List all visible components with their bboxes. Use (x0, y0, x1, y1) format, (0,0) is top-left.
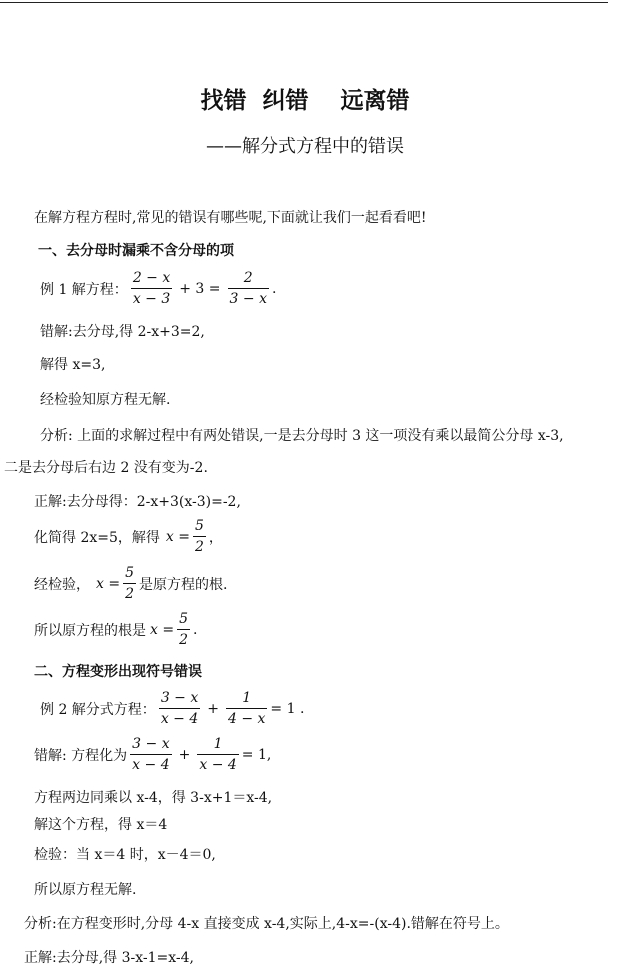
section1-heading: 一、去分母时漏乘不含分母的项 (38, 243, 234, 259)
fraction: $\frac{5}{2}$ (125, 565, 134, 602)
fraction: $\frac{1}{4 - x}$ (227, 690, 266, 727)
correct-solution-4: 所以原方程的根是 x = $\frac{5}{2}$ . (34, 611, 198, 648)
step-line-3: 检验：当 x＝4 时，x－4＝0, (34, 847, 216, 863)
correct-solution-2-1: 正解:去分母,得 3-x-1=x-4, (24, 950, 195, 966)
fraction: $\frac{3 - x}{x - 4}$ (132, 736, 170, 773)
page-title: 找错 纠错 远离错 (200, 88, 410, 114)
intro-text: 在解方程方程时,常见的错误有哪些呢,下面就让我们一起看看吧! (34, 210, 427, 226)
fraction: $\frac{5}{2}$ (179, 611, 188, 648)
analysis-line-1: 分析: 上面的求解过程中有两处错误,一是去分母时 3 这一项没有乘以最简公分母 x-3, (40, 428, 564, 444)
fraction: $\frac{5}{2}$ (194, 518, 204, 555)
example1-label: 例 1 解方程： (40, 281, 128, 298)
wrong-solution-2: 解得 x=3, (40, 357, 106, 373)
correct-solution-2: 化简得 2x=5，解得 x = $\frac{5}{2}$ ， (34, 518, 223, 555)
correct-solution-1: 正解:去分母得：2-x+3(x-3)=-2, (34, 494, 241, 510)
step-line-1: 方程两边同乘以 x-4，得 3-x+1＝x-4, (34, 790, 273, 806)
section2-heading: 二、方程变形出现符号错误 (34, 664, 202, 680)
step-line-4: 所以原方程无解. (34, 882, 137, 898)
fraction: $\frac{2 - x}{x - 3}$ (132, 270, 171, 307)
wrong-solution-3: 经检验知原方程无解. (40, 392, 171, 408)
example2-equation: 例 2 解分式方程： $\frac{3 - x}{x - 4}$ + $\frac{1}{4 - x}$ = 1 . (40, 690, 305, 727)
correct-solution-3: 经检验， x = $\frac{5}{2}$ 是原方程的根. (34, 565, 228, 602)
fraction: $\frac{1}{x - 4}$ (199, 736, 237, 773)
analysis-2: 分析:在方程变形时,分母 4-x 直接变成 x-4,实际上,4-x=-(x-4).错解在符号上。 (24, 916, 509, 932)
wrong-solution-1: 错解:去分母,得 2-x+3=2, (40, 324, 205, 340)
example1-equation: 例 1 解方程： $\frac{2 - x}{x - 3}$ + 3 = $\frac{2}{3 - x}$ . (40, 270, 277, 307)
fraction: $\frac{2}{3 - x}$ (229, 270, 267, 307)
page-subtitle: ——解分式方程中的错误 (206, 136, 404, 157)
step-line-2: 解这个方程，得 x＝4 (34, 817, 168, 833)
wrong-solution-equation: 错解: 方程化为 $\frac{3 - x}{x - 4}$ + $\frac{1}{x - 4}$ = 1, (34, 736, 272, 773)
analysis-line-2: 二是去分母后右边 2 没有变为-2. (4, 460, 208, 476)
fraction: $\frac{3 - x}{x - 4}$ (160, 690, 199, 727)
example2-label: 例 2 解分式方程： (40, 701, 156, 718)
top-rule (0, 2, 608, 3)
